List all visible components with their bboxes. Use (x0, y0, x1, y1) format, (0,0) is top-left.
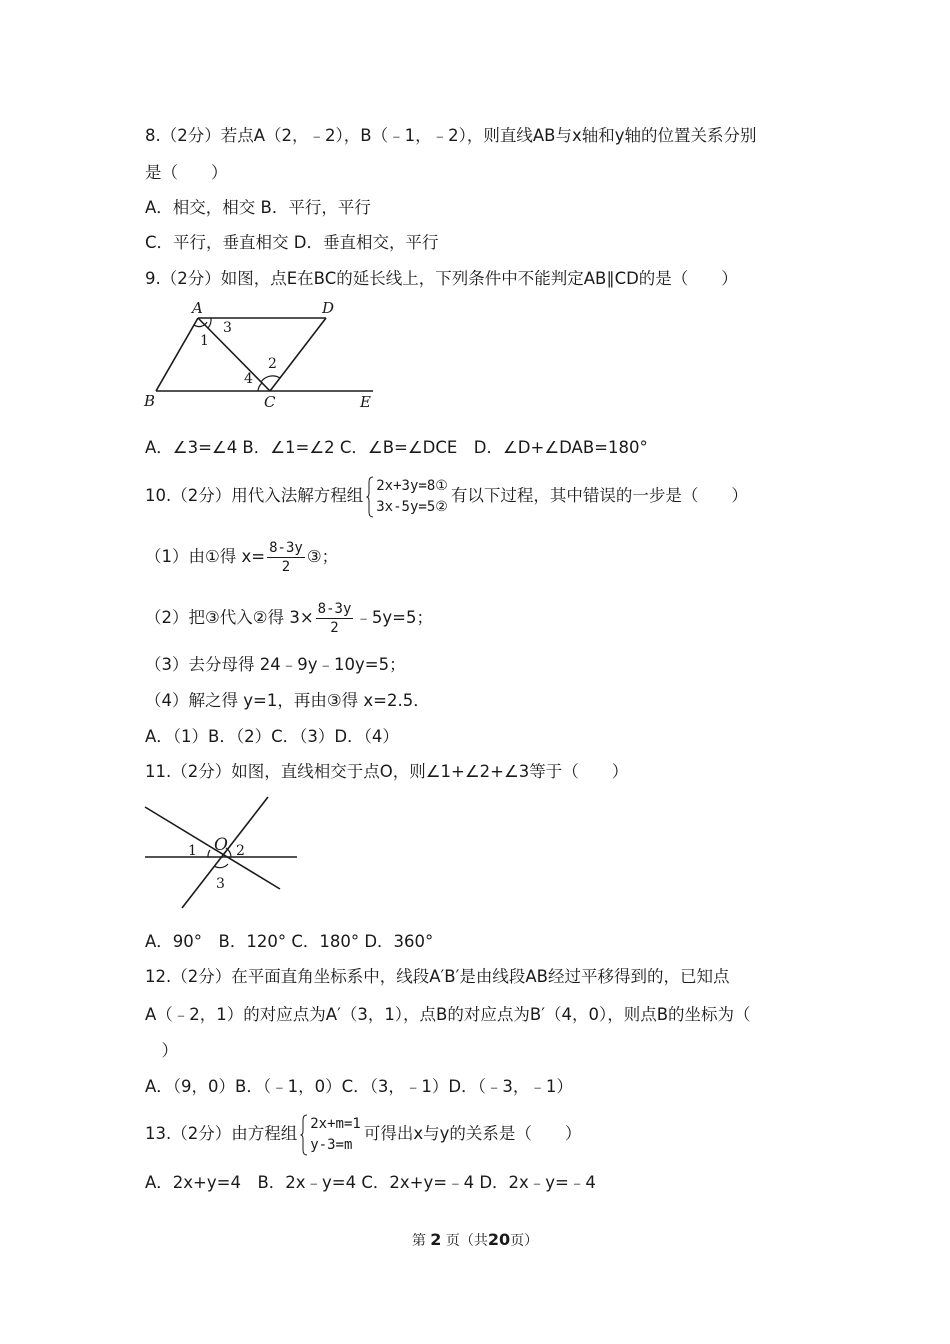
q10-step1-pre: （1）由①得 x= (145, 547, 266, 566)
q9-label-e: E (360, 393, 371, 411)
q10-options: A．（1）B．（2）C．（3）D．（4） (145, 727, 399, 746)
q10-step2-post: ﹣5y=5； (355, 608, 433, 627)
q9-label-d: D (322, 299, 335, 317)
q11-stem: 11.（2分）如图，直线相交于点O，则∠1+∠2+∠3等于（ ） (145, 762, 629, 781)
q10-step2 (145, 598, 433, 638)
q9-angle-label-1: 1 (200, 333, 209, 349)
q9-angle-label-3: 3 (223, 320, 232, 336)
q13-stem (145, 1111, 581, 1157)
q9-angle-label-2: 2 (268, 356, 277, 372)
left-brace-icon (300, 1114, 308, 1156)
q9-stem: 9.（2分）如图，点E在BC的延长线上，下列条件中不能判定AB∥CD的是（ ） (145, 269, 738, 288)
q12-stem-line3: ） (145, 1041, 178, 1060)
q9-line-ac (198, 318, 270, 391)
q9-label-b: B (144, 392, 156, 410)
q9-options: A．∠3=∠4 B．∠1=∠2 C．∠B=∠DCE D．∠D+∠DAB=180° (145, 438, 648, 457)
q13-stem-pre: 13.（2分）由方程组 (145, 1124, 298, 1143)
q10-eq1: 2x+3y=8① (376, 477, 448, 494)
q9-line-dc (270, 318, 326, 391)
q11-label-o: O (214, 835, 228, 855)
footer-middle: 页（共 (445, 1233, 488, 1249)
q11-figure (140, 792, 305, 914)
q10-step2-pre: （2）把③代入②得 3× (145, 608, 314, 627)
q9-line-ab (156, 318, 198, 391)
q13-stem-post: 可得出x与y的关系是（ ） (363, 1124, 582, 1143)
q10-step2-numerator: 8-3y (317, 601, 352, 617)
q10-step1-post: ③； (306, 547, 339, 566)
q10-stem (145, 473, 748, 519)
footer-total-pages: 20 (487, 1230, 511, 1249)
q11-angle-label-3: 3 (216, 876, 225, 892)
q11-angle-label-2: 2 (236, 843, 245, 859)
q10-step2-fraction (316, 600, 354, 637)
q10-step1-denominator: 2 (281, 559, 291, 575)
q10-step1 (145, 537, 338, 577)
q13-options: A．2x+y=4 B．2x﹣y=4 C．2x+y=﹣4 D．2x﹣y=﹣4 (145, 1173, 596, 1192)
q9-angle-arc-4 (258, 383, 262, 391)
q13-eq1: 2x+m=1 (310, 1115, 361, 1132)
q11-line-diagonal (145, 807, 280, 889)
q10-eq2: 3x-5y=5② (376, 498, 448, 515)
q12-stem-line2: A（﹣2，1）的对应点为A′（3，1），点B的对应点为B′（4，0），则点B的坐标为（ (145, 1005, 751, 1024)
page-footer (0, 1230, 950, 1250)
q11-angle-arc-1 (208, 850, 210, 857)
footer-prefix: 第 (411, 1233, 426, 1249)
q10-step1-numerator: 8-3y (269, 540, 303, 556)
q10-step4: （4）解之得 y=1，再由③得 x=2.5． (145, 691, 430, 710)
left-brace-icon (366, 476, 374, 518)
q9-angle-arc-3 (208, 318, 211, 328)
q10-step3: （3）去分母得 24﹣9y﹣10y=5； (145, 655, 406, 674)
q12-stem-line1: 12.（2分）在平面直角坐标系中，线段A′B′是由线段AB经过平移得到的，已知点 (145, 967, 730, 986)
q10-equation-system (366, 476, 448, 518)
q9-figure (140, 298, 385, 413)
q13-eq2: y-3=m (310, 1136, 353, 1153)
q10-stem-pre: 10.（2分）用代入法解方程组 (145, 486, 364, 505)
q11-options: A．90° B．120° C．180° D．360° (145, 932, 434, 951)
q8-stem-line2: 是（ ） (145, 163, 228, 182)
footer-page-number: 2 (430, 1230, 442, 1249)
q9-label-a: A (192, 299, 203, 317)
q8-options-cd: C．平行，垂直相交 D．垂直相交，平行 (145, 233, 439, 252)
q9-label-c: C (264, 393, 276, 411)
q8-stem-line1: 8.（2分）若点A（2，﹣2），B（﹣1，﹣2），则直线AB与x轴和y轴的位置关系分别 (145, 126, 757, 145)
q9-angle-label-4: 4 (244, 371, 253, 387)
footer-suffix: 页） (510, 1233, 539, 1249)
q10-step2-denominator: 2 (330, 620, 339, 636)
q10-stem-post: 有以下过程，其中错误的一步是（ ） (450, 486, 748, 505)
q13-equation-system (300, 1114, 361, 1156)
q10-step1-fraction (267, 539, 305, 576)
q11-angle-label-1: 1 (188, 843, 197, 859)
q12-options: A．（9，0）B．（﹣1，0）C．（3，﹣1）D．（﹣3，﹣1） (145, 1077, 573, 1096)
q8-options-ab: A．相交，相交 B．平行，平行 (145, 198, 371, 217)
